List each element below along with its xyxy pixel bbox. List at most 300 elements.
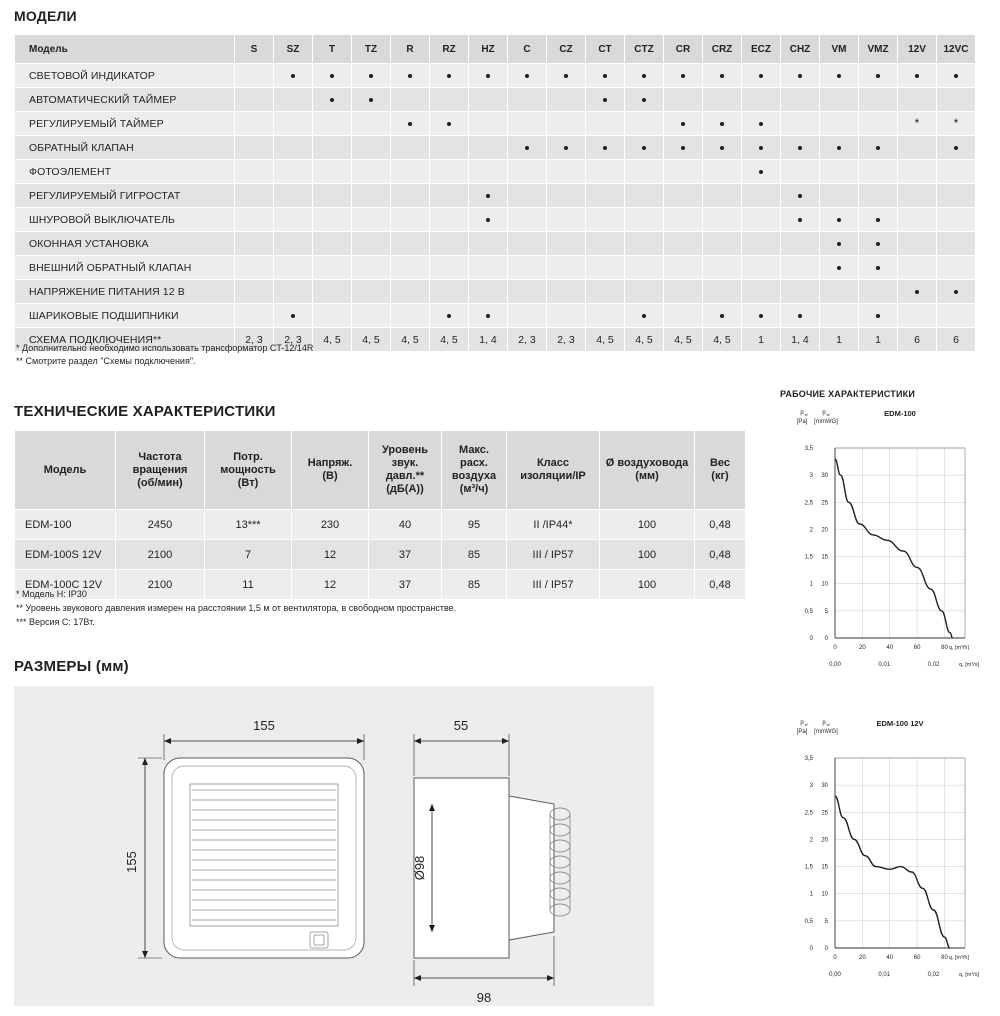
- models-cell: [859, 304, 898, 328]
- models-footnote-2: ** Смотрите раздел "Схемы подключения".: [16, 356, 196, 366]
- chart-xtick-secondary: 0,00: [829, 662, 841, 668]
- chart-ytick-left: 20: [821, 527, 828, 534]
- models-cell: [313, 88, 352, 112]
- models-cell: [313, 160, 352, 184]
- models-cell: [508, 88, 547, 112]
- bullet-icon: [486, 74, 490, 78]
- models-cell: [625, 112, 664, 136]
- models-cell: 2, 3: [508, 328, 547, 352]
- tech-header-cell-weight: Вес (кг): [695, 431, 746, 510]
- models-cell: [391, 64, 430, 88]
- models-cell: [703, 88, 742, 112]
- tech-cell: 85: [442, 570, 507, 600]
- bullet-icon: [837, 242, 841, 246]
- models-header-cell: HZ: [469, 35, 508, 64]
- models-cell: [664, 184, 703, 208]
- chart-xlabel-secondary: q, [m³/s]: [959, 972, 979, 978]
- models-cell: [820, 88, 859, 112]
- models-cell: [586, 88, 625, 112]
- bullet-icon: [759, 314, 763, 318]
- models-cell: [508, 280, 547, 304]
- bullet-icon: [642, 314, 646, 318]
- models-cell: [274, 256, 313, 280]
- dim-front-height-label: 155: [124, 851, 139, 873]
- models-cell: [391, 136, 430, 160]
- bullet-icon: [681, 122, 685, 126]
- models-cell: [352, 232, 391, 256]
- tech-header-row: [15, 431, 746, 510]
- models-cell: [781, 64, 820, 88]
- bullet-icon: [720, 314, 724, 318]
- models-row-label: ВНЕШНИЙ ОБРАТНЫЙ КЛАПАН: [15, 256, 235, 280]
- models-cell: [703, 112, 742, 136]
- models-cell: [547, 184, 586, 208]
- models-cell: [508, 256, 547, 280]
- chart-xlabel: q, [m³/h]: [948, 955, 969, 961]
- models-cell: [937, 232, 976, 256]
- chart-xtick: 0: [833, 645, 837, 651]
- dim-side-depth-label: 55: [453, 718, 469, 733]
- tech-header-cell-airflow: Макс. расх. воздуха (м³/ч): [442, 431, 507, 510]
- models-cell: [781, 256, 820, 280]
- models-cell: [937, 208, 976, 232]
- chart-ytick-right: 1,5: [804, 864, 813, 871]
- models-cell: [430, 64, 469, 88]
- bullet-icon: [837, 266, 841, 270]
- models-cell: [235, 232, 274, 256]
- models-cell: [235, 256, 274, 280]
- table-row: [15, 570, 746, 600]
- models-cell: [547, 304, 586, 328]
- tech-table-head: [15, 431, 746, 510]
- models-header-cell: S: [235, 35, 274, 64]
- models-cell: 4, 5: [586, 328, 625, 352]
- models-cell: [859, 112, 898, 136]
- models-cell: [664, 160, 703, 184]
- models-cell: [274, 208, 313, 232]
- models-cell: [859, 280, 898, 304]
- models-cell: [469, 256, 508, 280]
- models-cell: [664, 256, 703, 280]
- models-cell: [235, 136, 274, 160]
- bullet-icon: [759, 74, 763, 78]
- models-header-cell: 12V: [898, 35, 937, 64]
- table-row: [15, 64, 976, 88]
- tech-cell: 40: [369, 510, 442, 540]
- chart-ytick-left: 5: [824, 918, 828, 925]
- models-cell: [859, 232, 898, 256]
- models-cell: [820, 280, 859, 304]
- models-cell: [508, 136, 547, 160]
- models-row-label: ШАРИКОВЫЕ ПОДШИПНИКИ: [15, 304, 235, 328]
- bullet-icon: [291, 314, 295, 318]
- bullet-icon: [720, 122, 724, 126]
- models-cell: [313, 304, 352, 328]
- tech-header-cell-model: Модель: [15, 431, 116, 510]
- models-cell: [430, 208, 469, 232]
- table-row: [15, 280, 976, 304]
- models-cell: [274, 88, 313, 112]
- models-cell: [313, 112, 352, 136]
- models-cell: [352, 64, 391, 88]
- chart-ytick-right: 0,5: [804, 608, 813, 615]
- chart-ytick-left: 20: [821, 837, 828, 844]
- bullet-icon: [798, 314, 802, 318]
- models-cell: [820, 232, 859, 256]
- tech-header-cell-noise: Уровень звук. давл.** (дБ(А)): [369, 431, 442, 510]
- models-cell: [742, 304, 781, 328]
- tech-cell: 100: [600, 540, 695, 570]
- table-row: [15, 510, 746, 540]
- models-cell: 1, 4: [781, 328, 820, 352]
- models-cell: [664, 208, 703, 232]
- table-row: [15, 256, 976, 280]
- models-cell: [742, 112, 781, 136]
- models-header-cell: CTZ: [625, 35, 664, 64]
- bullet-icon: [369, 74, 373, 78]
- models-cell: [430, 304, 469, 328]
- models-row-label: ОКОННАЯ УСТАНОВКА: [15, 232, 235, 256]
- chart-svg: [780, 402, 995, 697]
- chart-xtick: 20: [859, 645, 866, 651]
- bullet-icon: [447, 122, 451, 126]
- models-cell: [469, 184, 508, 208]
- bullet-icon: [954, 290, 958, 294]
- models-cell: [742, 136, 781, 160]
- models-cell: [469, 112, 508, 136]
- models-cell: [898, 64, 937, 88]
- bullet-icon: [408, 122, 412, 126]
- bullet-icon: [330, 98, 334, 102]
- models-cell: [430, 88, 469, 112]
- models-cell: [703, 280, 742, 304]
- models-cell: [508, 232, 547, 256]
- models-cell: [781, 160, 820, 184]
- models-cell: [781, 304, 820, 328]
- models-cell: [430, 136, 469, 160]
- bullet-icon: [759, 146, 763, 150]
- bullet-icon: [681, 74, 685, 78]
- bullet-icon: [759, 122, 763, 126]
- table-row: [15, 136, 976, 160]
- chart-ytick-right: 2,5: [804, 810, 813, 817]
- bullet-icon: [837, 146, 841, 150]
- models-cell: [586, 184, 625, 208]
- models-header-cell: VMZ: [859, 35, 898, 64]
- models-row-label: ШНУРОВОЙ ВЫКЛЮЧАТЕЛЬ: [15, 208, 235, 232]
- chart-ytick-left: 15: [821, 864, 828, 871]
- chart-ytick-right: 3: [809, 783, 813, 790]
- chart-axis-unit: sf: [826, 412, 830, 417]
- models-cell: [391, 232, 430, 256]
- tech-header-cell-voltage: Напряж. (В): [292, 431, 369, 510]
- models-cell: [235, 64, 274, 88]
- dim-duct-diameter-label: Ø98: [412, 855, 427, 881]
- bullet-icon: [798, 146, 802, 150]
- bullet-icon: [369, 98, 373, 102]
- models-cell: [391, 256, 430, 280]
- models-header-cell: R: [391, 35, 430, 64]
- models-cell: [469, 160, 508, 184]
- models-cell: 1: [742, 328, 781, 352]
- models-cell: [313, 208, 352, 232]
- tech-cell: 0,48: [695, 570, 746, 600]
- models-cell: [820, 160, 859, 184]
- bullet-icon: [681, 146, 685, 150]
- models-cell: [313, 280, 352, 304]
- chart-curve: [835, 459, 953, 638]
- models-cell: [625, 256, 664, 280]
- models-cell: [937, 184, 976, 208]
- models-cell: [547, 232, 586, 256]
- models-cell: 4, 5: [703, 328, 742, 352]
- models-cell: [586, 160, 625, 184]
- models-table-body: [15, 64, 976, 352]
- tech-cell: 37: [369, 570, 442, 600]
- models-cell: 6: [937, 328, 976, 352]
- bullet-icon: [291, 74, 295, 78]
- bullet-icon: [525, 74, 529, 78]
- tech-cell: 95: [442, 510, 507, 540]
- tech-cell: 7: [205, 540, 292, 570]
- models-cell: [508, 208, 547, 232]
- models-cell: [781, 208, 820, 232]
- dim-base-depth-label: 98: [476, 990, 492, 1005]
- chart-axis-unit: sf: [804, 722, 808, 727]
- bullet-icon: [915, 290, 919, 294]
- models-cell: [859, 208, 898, 232]
- bullet-icon: [876, 266, 880, 270]
- tech-cell: 12: [292, 540, 369, 570]
- models-cell: [703, 232, 742, 256]
- models-cell: [235, 88, 274, 112]
- models-header-cell: CRZ: [703, 35, 742, 64]
- models-table: [14, 34, 976, 352]
- chart-ytick-left: 5: [824, 608, 828, 615]
- models-cell: [352, 256, 391, 280]
- models-cell: [859, 88, 898, 112]
- models-cell: [742, 88, 781, 112]
- models-cell: [781, 136, 820, 160]
- chart-xtick: 60: [913, 955, 921, 961]
- models-cell: [898, 88, 937, 112]
- models-cell: [469, 64, 508, 88]
- chart-ytick-right: 1,5: [804, 554, 813, 561]
- models-cell: [313, 232, 352, 256]
- models-cell: [352, 280, 391, 304]
- chart-title: EDM-100 12V: [876, 719, 924, 728]
- bullet-icon: [447, 74, 451, 78]
- tech-section-title: ТЕХНИЧЕСКИЕ ХАРАКТЕРИСТИКИ: [14, 403, 276, 420]
- tech-table-body: [15, 510, 746, 600]
- models-cell: [625, 232, 664, 256]
- chart-title: EDM-100: [884, 409, 916, 418]
- models-cell: 1: [820, 328, 859, 352]
- dimensions-drawing: [14, 686, 654, 1006]
- chart-svg: [780, 712, 995, 1007]
- tech-row-model: EDM-100C 12V: [15, 570, 116, 600]
- bullet-icon: [330, 74, 334, 78]
- models-cell: [391, 280, 430, 304]
- models-cell: [781, 112, 820, 136]
- tech-cell: 100: [600, 510, 695, 540]
- table-row: [15, 184, 976, 208]
- models-cell: [664, 232, 703, 256]
- bullet-icon: [603, 98, 607, 102]
- chart-axis-unit: sf: [804, 412, 808, 417]
- bullet-icon: [837, 218, 841, 222]
- models-cell: [469, 280, 508, 304]
- models-cell: 4, 5: [391, 328, 430, 352]
- bullet-icon: [564, 146, 568, 150]
- models-cell: [352, 136, 391, 160]
- models-cell: [820, 208, 859, 232]
- models-cell: [391, 160, 430, 184]
- models-cell: [781, 232, 820, 256]
- chart-axis-unit: [Pa]: [796, 729, 808, 735]
- models-cell: [625, 304, 664, 328]
- models-cell: [391, 88, 430, 112]
- models-cell: 4, 5: [664, 328, 703, 352]
- models-cell: [937, 304, 976, 328]
- tech-cell: 11: [205, 570, 292, 600]
- bullet-icon: [603, 146, 607, 150]
- chart-ytick-left: 30: [821, 473, 828, 480]
- performance-chart-edm100: [780, 402, 995, 702]
- models-cell: [508, 184, 547, 208]
- models-cell: [586, 112, 625, 136]
- performance-section-title: РАБОЧИЕ ХАРАКТЕРИСТИКИ: [780, 389, 915, 399]
- models-cell: [859, 160, 898, 184]
- models-cell: [430, 256, 469, 280]
- models-cell: [586, 232, 625, 256]
- dim-front-width-label: 155: [253, 718, 275, 733]
- chart-ytick-right: 3: [809, 473, 813, 480]
- models-cell: [742, 184, 781, 208]
- models-cell: [352, 160, 391, 184]
- models-cell: [352, 184, 391, 208]
- tech-header-cell-frequency: Частота вращения (об/мин): [116, 431, 205, 510]
- models-cell: [586, 136, 625, 160]
- chart-ytick-right: 0: [809, 636, 813, 642]
- models-cell: [625, 160, 664, 184]
- chart-ytick-right: 3,5: [804, 756, 813, 762]
- table-row: [15, 160, 976, 184]
- models-cell: [391, 208, 430, 232]
- bullet-icon: [525, 146, 529, 150]
- models-cell: [274, 280, 313, 304]
- models-cell: [664, 304, 703, 328]
- models-cell: [703, 304, 742, 328]
- models-cell: [235, 112, 274, 136]
- models-cell: [391, 112, 430, 136]
- models-cell: [898, 304, 937, 328]
- models-cell: 4, 5: [352, 328, 391, 352]
- tech-cell: III / IP57: [507, 570, 600, 600]
- models-cell: [235, 280, 274, 304]
- models-cell: [781, 88, 820, 112]
- models-cell: [664, 280, 703, 304]
- models-cell: [235, 160, 274, 184]
- models-header-cell: ECZ: [742, 35, 781, 64]
- models-row-label: ФОТОЭЛЕМЕНТ: [15, 160, 235, 184]
- chart-axis-unit: p: [800, 720, 804, 726]
- models-row-label: РЕГУЛИРУЕМЫЙ ТАЙМЕР: [15, 112, 235, 136]
- bullet-icon: [954, 74, 958, 78]
- models-cell: [508, 304, 547, 328]
- models-cell: [937, 88, 976, 112]
- bullet-icon: [486, 194, 490, 198]
- models-cell: [625, 280, 664, 304]
- models-header-cell: VM: [820, 35, 859, 64]
- models-cell: [274, 160, 313, 184]
- models-cell: [352, 88, 391, 112]
- models-cell: [664, 88, 703, 112]
- models-cell: [430, 184, 469, 208]
- table-row: [15, 304, 976, 328]
- models-cell: [547, 208, 586, 232]
- models-header-cell: RZ: [430, 35, 469, 64]
- bullet-icon: [915, 74, 919, 78]
- models-cell: [937, 280, 976, 304]
- models-cell: 2, 3: [547, 328, 586, 352]
- models-cell: [391, 184, 430, 208]
- models-cell: [820, 112, 859, 136]
- chart-axis-unit: p: [800, 410, 804, 416]
- models-cell: [937, 136, 976, 160]
- dimensions-drawing-panel: [14, 686, 654, 1006]
- bullet-icon: [720, 146, 724, 150]
- tech-cell: 12: [292, 570, 369, 600]
- models-cell: [313, 64, 352, 88]
- models-cell: [352, 208, 391, 232]
- chart-xtick-secondary: 0,02: [927, 972, 940, 978]
- models-cell: [625, 64, 664, 88]
- tech-header-cell-duct: Ø воздуховода (мм): [600, 431, 695, 510]
- models-cell: [625, 184, 664, 208]
- models-cell: [937, 160, 976, 184]
- chart-axis-unit: p: [822, 720, 826, 726]
- chart-curve: [835, 796, 950, 948]
- models-cell: [820, 136, 859, 160]
- bullet-icon: [837, 74, 841, 78]
- asterisk-icon: *: [953, 115, 959, 130]
- models-header-cell: Модель: [15, 35, 235, 64]
- chart-ytick-right: 0: [809, 946, 813, 952]
- models-cell: [664, 136, 703, 160]
- models-cell: [859, 136, 898, 160]
- tech-cell: 37: [369, 540, 442, 570]
- models-row-label: РЕГУЛИРУЕМЫЙ ГИГРОСТАТ: [15, 184, 235, 208]
- models-cell: [859, 64, 898, 88]
- chart-ytick-left: 30: [821, 783, 828, 790]
- bullet-icon: [876, 242, 880, 246]
- models-cell: [547, 160, 586, 184]
- bullet-icon: [564, 74, 568, 78]
- models-cell: 2, 3: [235, 328, 274, 352]
- dimensions-section-title: РАЗМЕРЫ (мм): [14, 658, 129, 675]
- models-cell: [703, 184, 742, 208]
- chart-xlabel: q, [m³/h]: [948, 645, 969, 651]
- tech-cell: 230: [292, 510, 369, 540]
- models-cell: [274, 304, 313, 328]
- table-row: [15, 540, 746, 570]
- models-cell: [352, 112, 391, 136]
- tech-table: [14, 430, 746, 600]
- models-cell: [313, 256, 352, 280]
- models-cell: [937, 112, 976, 136]
- models-cell: [859, 184, 898, 208]
